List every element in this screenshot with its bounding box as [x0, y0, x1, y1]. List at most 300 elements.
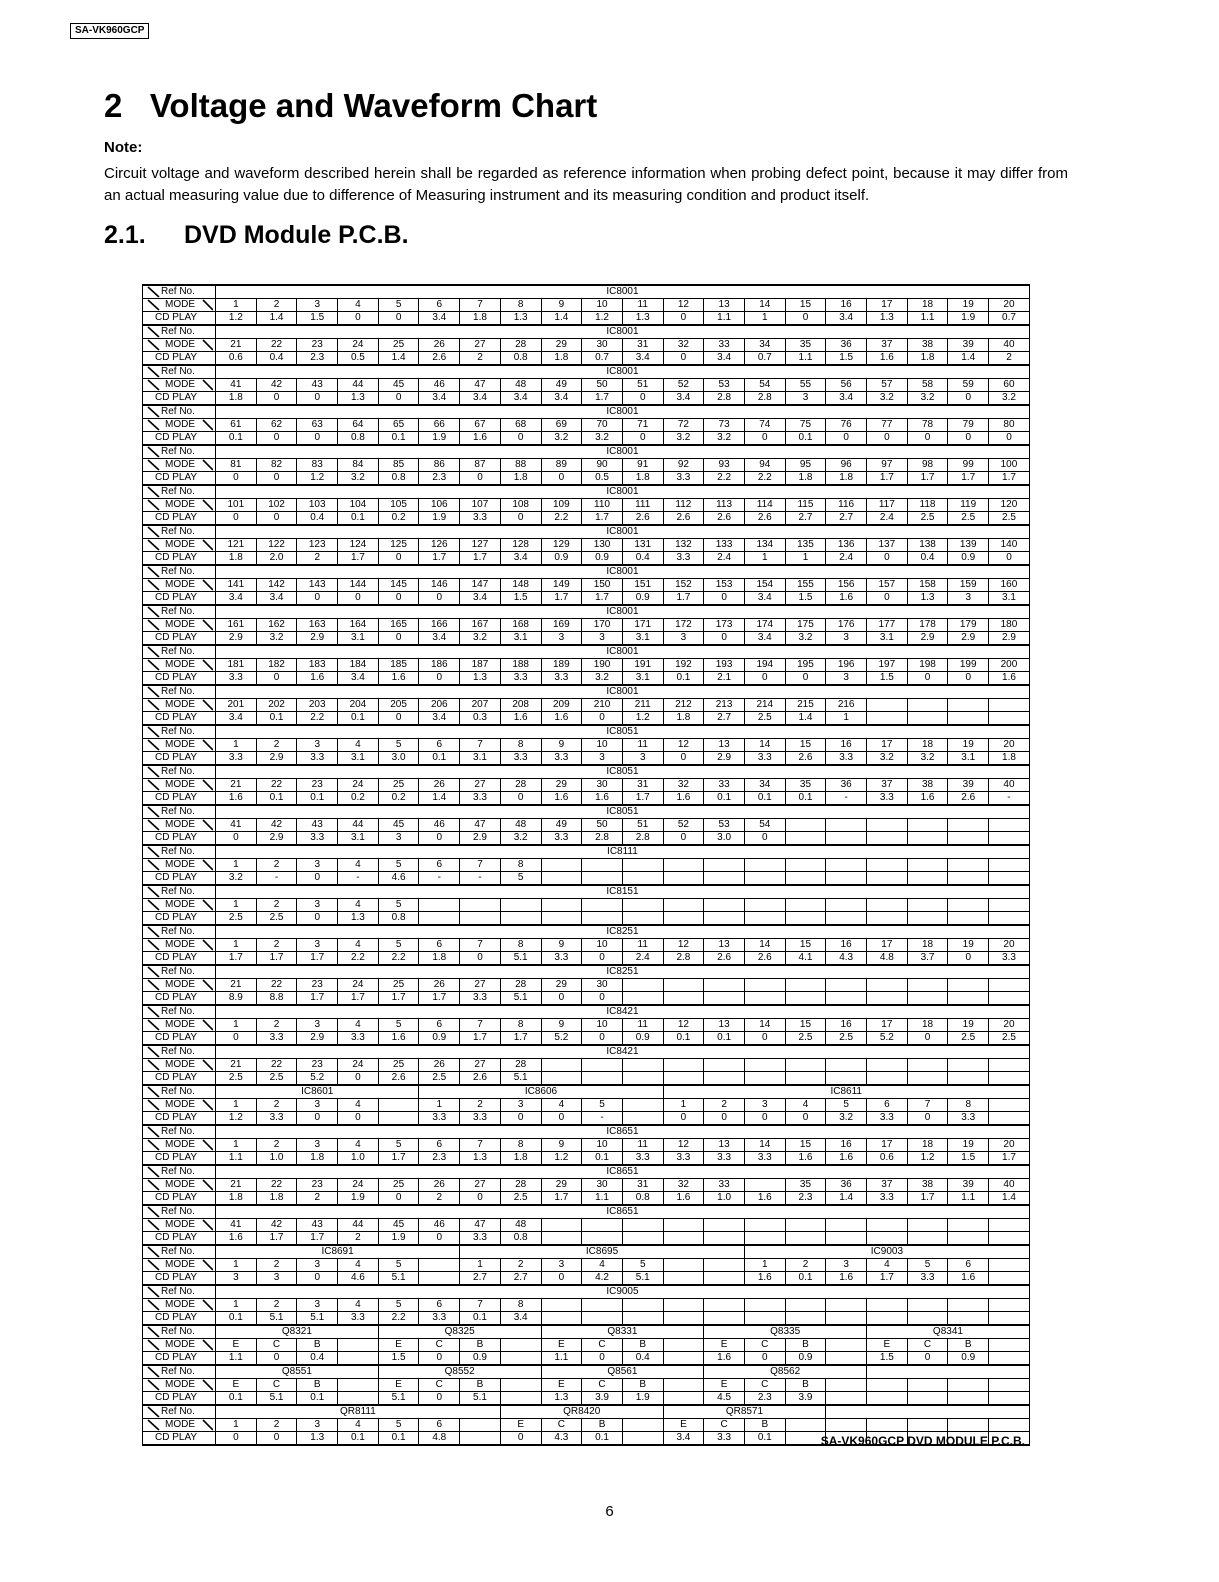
voltage-cell: 0.8 [622, 1192, 663, 1206]
cd-play-row [143, 1152, 1030, 1166]
voltage-cell: 1.7 [907, 1192, 948, 1206]
voltage-cell: 0 [256, 472, 297, 486]
pin-cell: 152 [663, 579, 704, 592]
pin-cell: 49 [541, 819, 582, 832]
voltage-cell [663, 872, 704, 886]
pin-cell: 32 [663, 1179, 704, 1192]
voltage-cell: - [826, 792, 867, 806]
voltage-cell: 3.3 [744, 752, 785, 766]
cd-play-row [143, 352, 1030, 366]
mode-row [143, 779, 1030, 792]
voltage-cell: 1.6 [826, 592, 867, 606]
mode-label-text: MODE [165, 539, 195, 550]
voltage-cell: 1.4 [378, 352, 419, 366]
mode-label [143, 579, 216, 592]
pin-cell: 28 [500, 979, 541, 992]
pin-cell: 51 [622, 819, 663, 832]
voltage-cell [785, 1232, 826, 1246]
voltage-cell: 0.1 [744, 1432, 785, 1446]
voltage-cell: 1.4 [948, 352, 989, 366]
ref-label-text: Ref No. [161, 1046, 195, 1057]
pin-cell: 158 [907, 579, 948, 592]
pin-cell: 1 [419, 1099, 460, 1112]
voltage-cell: 0.1 [744, 792, 785, 806]
voltage-cell: 1.8 [216, 552, 257, 566]
voltage-cell: 3.3 [297, 832, 338, 846]
pin-cell: 93 [704, 459, 745, 472]
pin-cell: 209 [541, 699, 582, 712]
pin-cell: 32 [663, 779, 704, 792]
voltage-cell: 3.4 [419, 632, 460, 646]
voltage-cell [622, 1112, 663, 1126]
voltage-cell: 3 [582, 632, 623, 646]
pin-cell [541, 859, 582, 872]
voltage-cell [867, 1232, 908, 1246]
diagonal-divider-icon [145, 886, 213, 898]
voltage-cell [867, 872, 908, 886]
ref-label [143, 565, 216, 579]
voltage-cell: 3.2 [216, 872, 257, 886]
pin-cell: 40 [989, 779, 1030, 792]
pin-cell: 33 [704, 339, 745, 352]
pin-cell: 5 [378, 899, 419, 912]
voltage-cell: 0 [297, 392, 338, 406]
voltage-cell [338, 1392, 379, 1406]
pin-cell [338, 1379, 379, 1392]
pin-cell: B [785, 1339, 826, 1352]
pin-cell: 205 [378, 699, 419, 712]
pin-cell: B [744, 1419, 785, 1432]
pin-cell [948, 1299, 989, 1312]
mode-row [143, 1299, 1030, 1312]
voltage-cell: 3.3 [622, 1152, 663, 1166]
pin-cell: 24 [338, 1059, 379, 1072]
cd-label-text: CD PLAY [155, 672, 198, 683]
pin-cell [989, 1099, 1030, 1112]
voltage-cell: 0 [256, 392, 297, 406]
voltage-cell: 0 [704, 592, 745, 606]
pin-cell: 22 [256, 1179, 297, 1192]
cd-play-row [143, 1272, 1030, 1286]
voltage-cell [907, 992, 948, 1006]
cd-play-row [143, 1112, 1030, 1126]
pin-cell [989, 1059, 1030, 1072]
cd-label-text: CD PLAY [155, 1272, 198, 1283]
ref-row [143, 485, 1030, 499]
voltage-cell [704, 1312, 745, 1326]
mode-label-text: MODE [165, 899, 195, 910]
pin-cell: 3 [297, 739, 338, 752]
voltage-cell: 5 [500, 872, 541, 886]
voltage-cell [338, 1352, 379, 1366]
voltage-cell: 3.1 [338, 632, 379, 646]
voltage-cell: 2 [989, 352, 1030, 366]
pin-cell [460, 899, 501, 912]
voltage-cell: 1.5 [500, 592, 541, 606]
pin-cell [622, 979, 663, 992]
diagonal-divider-icon [145, 979, 213, 991]
pin-cell: 19 [948, 1139, 989, 1152]
pin-cell: C [419, 1339, 460, 1352]
cd-label [143, 1032, 216, 1046]
pin-cell: 190 [582, 659, 623, 672]
ref-no-cell: IC8051 [216, 805, 1030, 819]
ref-row [143, 605, 1030, 619]
voltage-cell: 1.8 [663, 712, 704, 726]
pin-cell: 11 [622, 739, 663, 752]
voltage-cell: 0.1 [785, 432, 826, 446]
voltage-cell: 5.1 [500, 952, 541, 966]
pin-cell: 10 [582, 1019, 623, 1032]
mode-label-text: MODE [165, 859, 195, 870]
pin-cell: 216 [826, 699, 867, 712]
pin-cell: 15 [785, 1139, 826, 1152]
voltage-cell: 1.1 [216, 1352, 257, 1366]
voltage-cell [704, 1072, 745, 1086]
voltage-cell: 0 [826, 432, 867, 446]
voltage-cell: 3.3 [256, 1032, 297, 1046]
voltage-cell [541, 912, 582, 926]
diagonal-divider-icon [145, 446, 213, 458]
pin-cell: 215 [785, 699, 826, 712]
voltage-cell: 3.3 [948, 1112, 989, 1126]
voltage-cell: 2.7 [500, 1272, 541, 1286]
pin-cell [663, 1059, 704, 1072]
pin-cell: 38 [907, 1179, 948, 1192]
voltage-cell [541, 1312, 582, 1326]
pin-cell: 2 [256, 739, 297, 752]
cd-label [143, 832, 216, 846]
voltage-cell: 0 [541, 472, 582, 486]
mode-label [143, 379, 216, 392]
voltage-cell: 2.6 [744, 512, 785, 526]
voltage-cell: 1.8 [500, 1152, 541, 1166]
pin-cell: 61 [216, 419, 257, 432]
cd-play-row [143, 712, 1030, 726]
pin-cell [826, 979, 867, 992]
ref-label-text: Ref No. [161, 486, 195, 497]
voltage-cell: 2.8 [704, 392, 745, 406]
voltage-cell: 0.1 [256, 712, 297, 726]
voltage-cell [826, 832, 867, 846]
ref-label-text: Ref No. [161, 966, 195, 977]
ref-label [143, 1165, 216, 1179]
ref-label-text: Ref No. [161, 1326, 195, 1337]
voltage-cell: 0 [216, 832, 257, 846]
pin-cell: 5 [378, 299, 419, 312]
voltage-cell: 2.6 [419, 352, 460, 366]
pin-cell: 72 [663, 419, 704, 432]
voltage-cell: 1.7 [256, 952, 297, 966]
pin-cell [744, 859, 785, 872]
voltage-cell: 0 [500, 432, 541, 446]
voltage-cell: 1.2 [622, 712, 663, 726]
pin-cell [622, 1219, 663, 1232]
pin-cell: 116 [826, 499, 867, 512]
mode-row [143, 1099, 1030, 1112]
voltage-cell: 0 [256, 1352, 297, 1366]
voltage-cell: 3.4 [216, 592, 257, 606]
voltage-cell: 2.5 [989, 512, 1030, 526]
voltage-cell: 0.1 [297, 1392, 338, 1406]
pin-cell: 91 [622, 459, 663, 472]
ref-row [143, 365, 1030, 379]
diagonal-divider-icon [145, 806, 213, 818]
ref-no-cell: IC8001 [216, 445, 1030, 459]
voltage-cell [948, 912, 989, 926]
voltage-cell: 1.3 [460, 672, 501, 686]
pin-cell [622, 899, 663, 912]
pin-cell: E [216, 1339, 257, 1352]
pin-cell: 145 [378, 579, 419, 592]
voltage-cell: 1.3 [907, 592, 948, 606]
voltage-cell [948, 832, 989, 846]
voltage-cell: 0 [785, 1112, 826, 1126]
voltage-cell: 2.5 [216, 1072, 257, 1086]
voltage-cell: - [460, 872, 501, 886]
voltage-cell: 1.6 [378, 1032, 419, 1046]
pin-cell: 42 [256, 379, 297, 392]
voltage-cell: 0.4 [907, 552, 948, 566]
pin-cell: 7 [907, 1099, 948, 1112]
ref-label-text: Ref No. [161, 806, 195, 817]
diagonal-divider-icon [145, 486, 213, 498]
pin-cell: 68 [500, 419, 541, 432]
cd-label-text: CD PLAY [155, 512, 198, 523]
voltage-cell [989, 1272, 1030, 1286]
voltage-cell: 2.2 [378, 952, 419, 966]
pin-cell: 40 [989, 339, 1030, 352]
diagonal-divider-icon [145, 1419, 213, 1431]
voltage-cell: 2.6 [948, 792, 989, 806]
pin-cell [867, 699, 908, 712]
mode-label [143, 1259, 216, 1272]
diagonal-divider-icon [145, 339, 213, 351]
voltage-cell: 3.4 [500, 392, 541, 406]
voltage-cell: 2.9 [907, 632, 948, 646]
voltage-cell: 0 [907, 672, 948, 686]
pin-cell: 194 [744, 659, 785, 672]
pin-cell [785, 819, 826, 832]
pin-cell: E [663, 1419, 704, 1432]
voltage-cell: 2.5 [826, 1032, 867, 1046]
voltage-cell: 0 [989, 432, 1030, 446]
note-label: Note: [104, 139, 143, 156]
mode-label-text: MODE [165, 819, 195, 830]
voltage-cell: 1.7 [582, 512, 623, 526]
voltage-cell: 3.3 [460, 992, 501, 1006]
voltage-cell: 1.7 [582, 392, 623, 406]
voltage-cell: 5.2 [541, 1032, 582, 1046]
mode-label-text: MODE [165, 1299, 195, 1310]
voltage-cell: 4.3 [541, 1432, 582, 1446]
mode-label [143, 899, 216, 912]
voltage-cell: 0.4 [622, 1352, 663, 1366]
voltage-cell [785, 1432, 826, 1446]
cd-label-text: CD PLAY [155, 872, 198, 883]
diagonal-divider-icon [145, 939, 213, 951]
pin-cell: 22 [256, 779, 297, 792]
voltage-cell: 1.7 [297, 1232, 338, 1246]
voltage-cell: 1.3 [500, 312, 541, 326]
voltage-cell: 3.2 [826, 1112, 867, 1126]
voltage-cell: 0 [297, 432, 338, 446]
voltage-cell: 0.9 [419, 1032, 460, 1046]
pin-cell: 4 [338, 1419, 379, 1432]
voltage-cell: 3.3 [704, 1152, 745, 1166]
voltage-cell: 0 [216, 1032, 257, 1046]
voltage-cell [419, 912, 460, 926]
cd-play-row [143, 1032, 1030, 1046]
voltage-cell: 1.7 [216, 952, 257, 966]
pin-cell: C [704, 1419, 745, 1432]
voltage-cell [907, 1312, 948, 1326]
pin-cell [541, 899, 582, 912]
mode-label [143, 499, 216, 512]
pin-cell [948, 859, 989, 872]
voltage-cell: 1.9 [419, 432, 460, 446]
diagonal-divider-icon [145, 646, 213, 658]
mode-label-text: MODE [165, 419, 195, 430]
ref-no-cell: IC8001 [216, 285, 1030, 299]
voltage-cell: 1.7 [297, 992, 338, 1006]
voltage-cell: 1.7 [378, 992, 419, 1006]
pin-cell: 21 [216, 779, 257, 792]
cd-play-row [143, 392, 1030, 406]
pin-cell: 102 [256, 499, 297, 512]
pin-cell [826, 819, 867, 832]
diagonal-divider-icon [145, 1339, 213, 1351]
voltage-cell: 0.9 [460, 1352, 501, 1366]
voltage-cell [663, 1312, 704, 1326]
diagonal-divider-icon [145, 699, 213, 711]
voltage-cell: 1.6 [582, 792, 623, 806]
pin-cell: 1 [216, 899, 257, 912]
pin-cell: E [704, 1339, 745, 1352]
diagonal-divider-icon [145, 526, 213, 538]
ref-row [143, 445, 1030, 459]
pin-cell: 6 [867, 1099, 908, 1112]
voltage-cell: 2.2 [541, 512, 582, 526]
pin-cell [948, 899, 989, 912]
pin-cell: 53 [704, 819, 745, 832]
voltage-cell: 1.7 [460, 1032, 501, 1046]
cd-label-text: CD PLAY [155, 1232, 198, 1243]
voltage-cell [907, 872, 948, 886]
voltage-cell: 1.7 [582, 592, 623, 606]
pin-cell [663, 1379, 704, 1392]
diagonal-divider-icon [145, 1326, 213, 1338]
pin-cell: 2 [256, 1099, 297, 1112]
voltage-cell: 2 [338, 1232, 379, 1246]
pin-cell: 7 [460, 859, 501, 872]
voltage-cell: 4.2 [582, 1272, 623, 1286]
cd-play-row [143, 432, 1030, 446]
diagonal-divider-icon [145, 406, 213, 418]
voltage-cell [582, 872, 623, 886]
pin-cell [704, 1219, 745, 1232]
diagonal-divider-icon [145, 819, 213, 831]
pin-cell: 18 [907, 1139, 948, 1152]
pin-cell: 124 [338, 539, 379, 552]
voltage-cell: 1.6 [663, 792, 704, 806]
pin-cell: 6 [419, 1019, 460, 1032]
diagonal-divider-icon [145, 419, 213, 431]
voltage-cell: 0.1 [663, 1032, 704, 1046]
pin-cell: 11 [622, 299, 663, 312]
ref-label-text: Ref No. [161, 1166, 195, 1177]
pin-cell: 83 [297, 459, 338, 472]
pin-cell: 85 [378, 459, 419, 472]
voltage-cell: 1.7 [378, 1152, 419, 1166]
voltage-cell [989, 1232, 1030, 1246]
pin-cell: 8 [500, 739, 541, 752]
voltage-cell [867, 1392, 908, 1406]
voltage-cell: 3.3 [338, 1032, 379, 1046]
voltage-cell: 2.8 [744, 392, 785, 406]
pin-cell: 16 [826, 1019, 867, 1032]
mode-label-text: MODE [165, 779, 195, 790]
ref-label-text: Ref No. [161, 286, 195, 297]
pin-cell: 43 [297, 819, 338, 832]
pin-cell: 4 [541, 1099, 582, 1112]
voltage-cell [948, 1392, 989, 1406]
cd-label-text: CD PLAY [155, 1072, 198, 1083]
pin-cell: 160 [989, 579, 1030, 592]
voltage-cell: 5.1 [256, 1392, 297, 1406]
mode-row [143, 819, 1030, 832]
voltage-cell: 3.3 [989, 952, 1030, 966]
pin-cell: 122 [256, 539, 297, 552]
voltage-cell: 2.5 [216, 912, 257, 926]
voltage-cell: 2.6 [460, 1072, 501, 1086]
voltage-cell [663, 992, 704, 1006]
pin-cell [989, 1219, 1030, 1232]
ref-no-cell: IC8651 [216, 1125, 1030, 1139]
pin-cell: 2 [256, 859, 297, 872]
pin-cell [907, 1299, 948, 1312]
voltage-cell: 0 [216, 512, 257, 526]
pin-cell: 18 [907, 939, 948, 952]
cd-play-row [143, 832, 1030, 846]
ref-label-text: Ref No. [161, 1006, 195, 1017]
voltage-cell [826, 1352, 867, 1366]
pin-cell: 27 [460, 339, 501, 352]
pin-cell [989, 1299, 1030, 1312]
pin-cell: 3 [744, 1099, 785, 1112]
voltage-cell: 3.4 [663, 1432, 704, 1446]
pin-cell: 25 [378, 1059, 419, 1072]
pin-cell: 20 [989, 939, 1030, 952]
pin-cell: 25 [378, 979, 419, 992]
voltage-cell: 1.7 [460, 552, 501, 566]
mode-label-text: MODE [165, 1259, 195, 1270]
pin-cell [948, 1219, 989, 1232]
voltage-cell: 0.1 [419, 752, 460, 766]
section-number: 2.1. [104, 221, 146, 249]
pin-cell: 95 [785, 459, 826, 472]
voltage-cell: 0 [338, 1112, 379, 1126]
pin-cell: 22 [256, 1059, 297, 1072]
pin-cell: 23 [297, 339, 338, 352]
voltage-cell: 1.1 [541, 1352, 582, 1366]
pin-cell: 27 [460, 1179, 501, 1192]
voltage-cell: 0 [867, 552, 908, 566]
voltage-cell: 2.6 [378, 1072, 419, 1086]
pin-cell: 104 [338, 499, 379, 512]
voltage-cell: 0 [256, 1432, 297, 1446]
pin-cell [704, 1299, 745, 1312]
